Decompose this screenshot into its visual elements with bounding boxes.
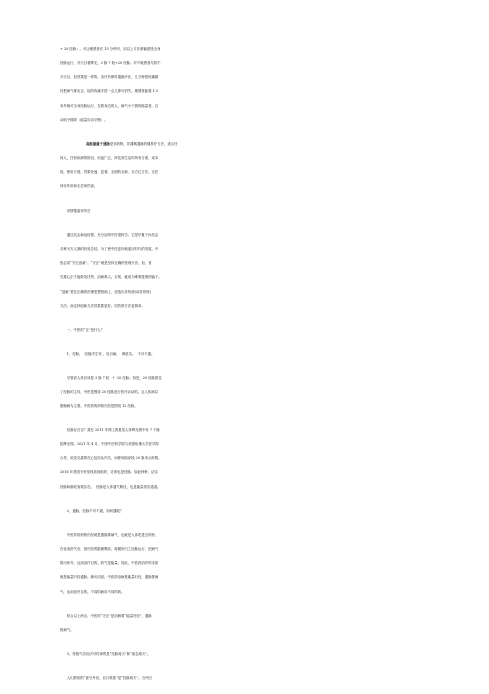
paragraph-point-2: [60, 499, 450, 523]
paragraph-point-1: [60, 342, 450, 366]
section-heading-zheng: [60, 318, 450, 342]
paragraph-point-3: [60, 642, 450, 666]
paragraph-20-meridians: [60, 366, 450, 418]
text-line: 详情搜索邓华岳: [60, 208, 91, 213]
text-line: 经脉运行，开天目看辉光、3 脉 7 轮+20 经脉。对不敏感者尽管不: [60, 60, 161, 65]
text-line: 2，通脉，经脉不可不通，如何通呢？: [60, 508, 124, 513]
paragraph-search-note: [60, 199, 450, 223]
text-line: 排出体外，达到治疗目的。药气是能量。因此，中医药治疗的本质: [60, 561, 159, 565]
text-line: 高能量量子通脉是非药物、非器械通脉的健养疗方法，适合任: [86, 141, 178, 146]
text-line: 脏腑病为主要。中医药的药物归经是围绕 12 经脉。: [60, 404, 138, 408]
text-line: 综合以上两点，中医的“守正”是治病要“能量归经”，通脉: [60, 613, 152, 618]
text-line: 2016 年美国专家发现质间组织，应该也是经脉。如此种种，证实: [60, 470, 158, 475]
paragraph-herb-meridian: [60, 523, 450, 604]
text-line: 何人，任何疾病的防治，用途广泛，涉及到生活的所有方面，成本: [60, 155, 159, 160]
text-line: 低，使用方便，效果快速、显著、全面的全新、全方位方法。无任: [60, 170, 159, 174]
text-line: 了经脉的主体，中医是围绕 20 经脉进行医疗活动的。且人体病以: [60, 389, 159, 394]
text-line: 尽管说人体应该是 3 脉 7 轮 十 20 经脉。但是，20 经脉抓住: [60, 375, 162, 380]
text-line: 通过抗击新冠疫情，充分证明中医很科学。它是华夏子孙抗击: [60, 232, 159, 237]
text-line: 气，达到治疗目的。不同的病用不同的药。: [60, 589, 125, 594]
paragraph-high-energy-quantum: [60, 132, 450, 199]
text-line: + 20 经脉）。可让敏感者在 15 分钟内，用以上方法都能感受全身: [60, 46, 161, 51]
text-line: 医必须“守正创新”。“守正”就是坚持正确的医理方法。但，首: [60, 261, 152, 265]
text-line: 先要心正才能救死扶伤、治病救人。否则，就成为唯利是图的骗子。: [60, 275, 162, 280]
text-line: 排病气。: [60, 627, 74, 632]
text-line: 动给予排除（能量自动平衡）。: [60, 117, 108, 122]
text-line: “创新”是在正确的医理思想基础上，创造出非传统(或非常规): [60, 289, 151, 294]
text-line: 在化成药气后，被归经的脏腑吸收，再循所归之经脉运行，把病气: [60, 546, 159, 551]
paragraph-summary: [60, 604, 450, 642]
text-line: 何付作用和无任何伤害。: [60, 184, 98, 189]
text-line: 开天目，但效果是一样的。治疗有即时通脉疗法，几分钟把疼痛循: [60, 75, 159, 79]
text-line: 一、中医的“正”是什么？: [60, 327, 105, 332]
paragraph-dantian: [60, 666, 450, 690]
text-line: 3、传统气功功法可传承的是“经脉周天”和“意念周天”。: [60, 651, 151, 656]
text-line: 1，经脉， 经脉决生死 ，处百病， 调虚实。 不可不通。: [60, 351, 155, 356]
text-line: 人们熟知的“意守丹田，百日筑基”是“经脉周天”。当丹田: [60, 675, 152, 680]
paragraph-tongmai-method: [60, 37, 450, 132]
text-line: 就是能量归经通脉。换句话说，中医药治病是能量归经，通脉排病: [60, 575, 159, 580]
text-line: 合作，用荧光素纳在心包经从内关、间使到曲泽段 20 厘米示踪图。: [60, 456, 162, 460]
text-line: 方法。而这种创新方法效果要更好。同效则方法更简单。: [60, 303, 145, 308]
text-line: 米外就可全身经脉运行，在我身边的人，病气小于我的能量者，自: [60, 103, 159, 108]
paragraph-meridian-existence: [60, 418, 450, 499]
bold-term: 高能量量子通脉: [86, 141, 110, 146]
text-line: 经把病气排出去，轻的疼痛手捂一会儿即可消失。敏感者距我 1.5: [60, 89, 159, 94]
text-line: 经脉存在否？我在 2011 年网上我看见人体辉光图中有 7 个脉: [60, 427, 160, 432]
text-line: 中医药的药物归经就是通脉排病气，也就是人体吃进去的药，: [60, 532, 159, 537]
text-line: 经脉和脉轮客观存在。 经脉是人体通气路径，也是能量供应通道。: [60, 484, 161, 489]
text-line: 各种天灾人祸的经验总结。为了使中医更好地适应时代的发展，中: [60, 246, 159, 251]
paragraph-tcm-science: [60, 223, 450, 318]
text-line: 轮辉光图。2021 年 4 月，中国中医科学院与美国哈佛大学医学院: [60, 441, 159, 446]
